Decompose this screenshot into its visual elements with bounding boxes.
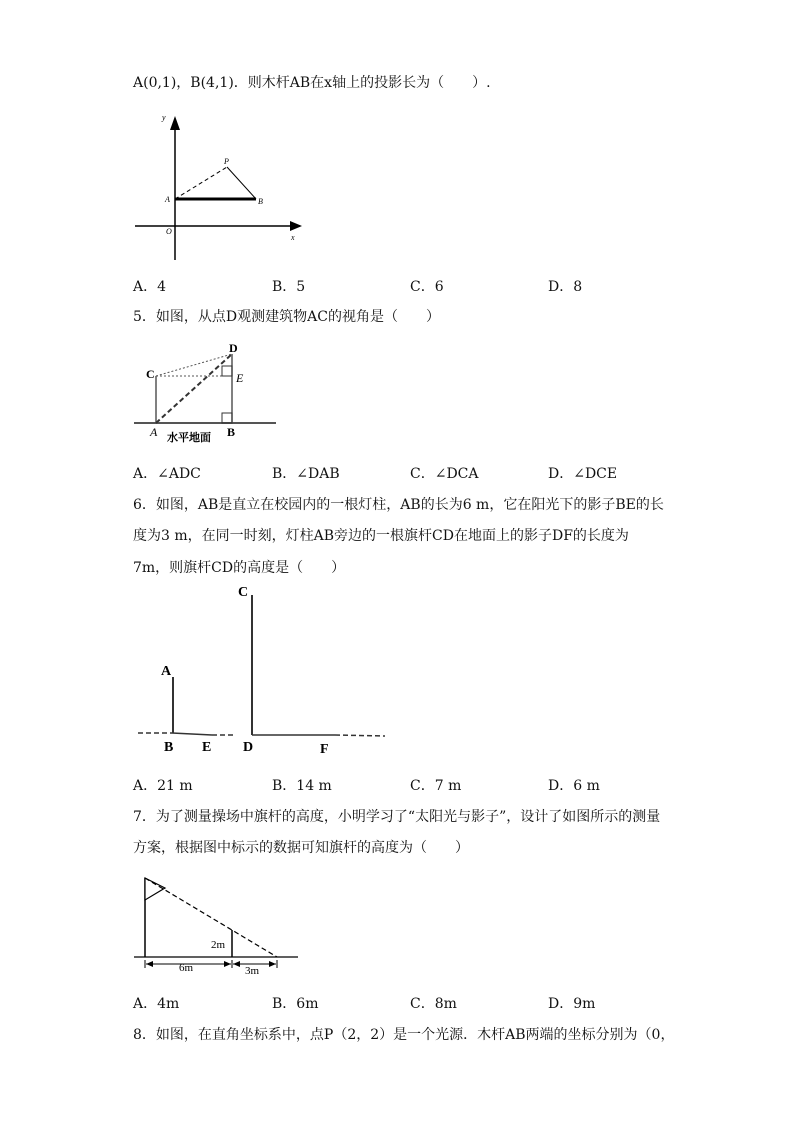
- label-a: A: [165, 195, 170, 204]
- label-o: O: [166, 227, 172, 236]
- q6-option-d[interactable]: D．6 m: [548, 778, 600, 794]
- label-stick-height: 2m: [211, 939, 226, 951]
- segment-cd: [156, 354, 232, 376]
- q7-option-a[interactable]: A．4m: [133, 996, 180, 1012]
- right-angle-e: [222, 366, 232, 376]
- x-axis-arrow-icon: [290, 221, 302, 231]
- q4-option-c[interactable]: C．6: [410, 279, 444, 295]
- label-c: C: [238, 585, 249, 600]
- q5-stem: 5．如图，从点D观测建筑物AC的视角是（ ）: [133, 309, 440, 325]
- label-a: A: [150, 425, 158, 439]
- label-e: E: [236, 371, 244, 385]
- label-f: F: [320, 742, 329, 757]
- label-b: B: [164, 740, 174, 755]
- label-b: B: [227, 425, 236, 439]
- ray-pa: [175, 167, 227, 199]
- y-axis-arrow-icon: [170, 116, 180, 130]
- q6-line-3: 7m，则旗杆CD的高度是（ ）: [133, 560, 346, 576]
- q4-option-a[interactable]: A．4: [133, 279, 167, 295]
- label-a: A: [161, 664, 172, 679]
- q6-line-1: 6．如图，AB是直立在校园内的一根灯柱，AB的长为6 m，它在阳光下的影子BE的长: [133, 497, 664, 513]
- q6-option-b[interactable]: B．14 m: [272, 778, 332, 794]
- dim-arrow-icon: [233, 961, 240, 967]
- q7-figure: [130, 868, 302, 980]
- q4-option-b[interactable]: B．5: [272, 279, 306, 295]
- dim-arrow-icon: [224, 961, 231, 967]
- label-b: B: [258, 197, 263, 206]
- q4-option-d[interactable]: D．8: [548, 279, 583, 295]
- label-ground: 水平地面: [167, 432, 211, 444]
- q5-figure: [130, 340, 280, 448]
- q4-stem: A(0,1)，B(4,1)．则木杆AB在x轴上的投影长为（ ）.: [133, 75, 491, 91]
- q6-line-2: 度为3 m，在同一时刻，灯柱AB旁边的一根旗杆CD在地面上的影子DF的长度为: [133, 528, 629, 544]
- q6-option-c[interactable]: C．7 m: [410, 778, 462, 794]
- q7-option-d[interactable]: D．9m: [548, 996, 596, 1012]
- q7-line-1: 7．为了测量操场中旗杆的高度，小明学习了“太阳光与影子”，设计了如图所示的测量: [133, 809, 661, 825]
- q5-option-a[interactable]: A．∠ADC: [133, 466, 201, 482]
- flag-icon: [145, 878, 165, 900]
- segment-ad: [156, 354, 232, 423]
- label-d: D: [243, 740, 254, 755]
- q5-option-c[interactable]: C．∠DCA: [410, 466, 479, 482]
- label-c: C: [146, 367, 155, 381]
- q7-option-c[interactable]: C．8m: [410, 996, 457, 1012]
- q6-option-a[interactable]: A．21 m: [133, 778, 193, 794]
- label-y: y: [162, 113, 166, 122]
- ray-pb: [227, 167, 256, 199]
- q5-option-b[interactable]: B．∠DAB: [272, 466, 340, 482]
- label-e: E: [202, 740, 212, 755]
- dim-arrow-icon: [269, 961, 276, 967]
- q6-figure: [130, 580, 390, 760]
- q8-stem: 8．如图，在直角坐标系中，点P（2，2）是一个光源．木杆AB两端的坐标分别为（0，: [133, 1027, 675, 1043]
- q7-option-b[interactable]: B．6m: [272, 996, 319, 1012]
- label-x: x: [291, 233, 295, 242]
- right-angle-b: [222, 413, 232, 423]
- label-distance-3m: 3m: [245, 965, 260, 977]
- q7-line-2: 方案，根据图中标示的数据可知旗杆的高度为（ ）: [133, 840, 469, 856]
- label-d: D: [229, 341, 238, 355]
- ground-dash-right: [335, 735, 385, 736]
- q5-option-d[interactable]: D．∠DCE: [548, 466, 618, 482]
- q4-figure: [130, 110, 310, 265]
- label-p: P: [224, 157, 229, 166]
- shadow-be: [172, 733, 212, 735]
- label-distance-6m: 6m: [179, 962, 194, 974]
- dim-arrow-icon: [146, 961, 153, 967]
